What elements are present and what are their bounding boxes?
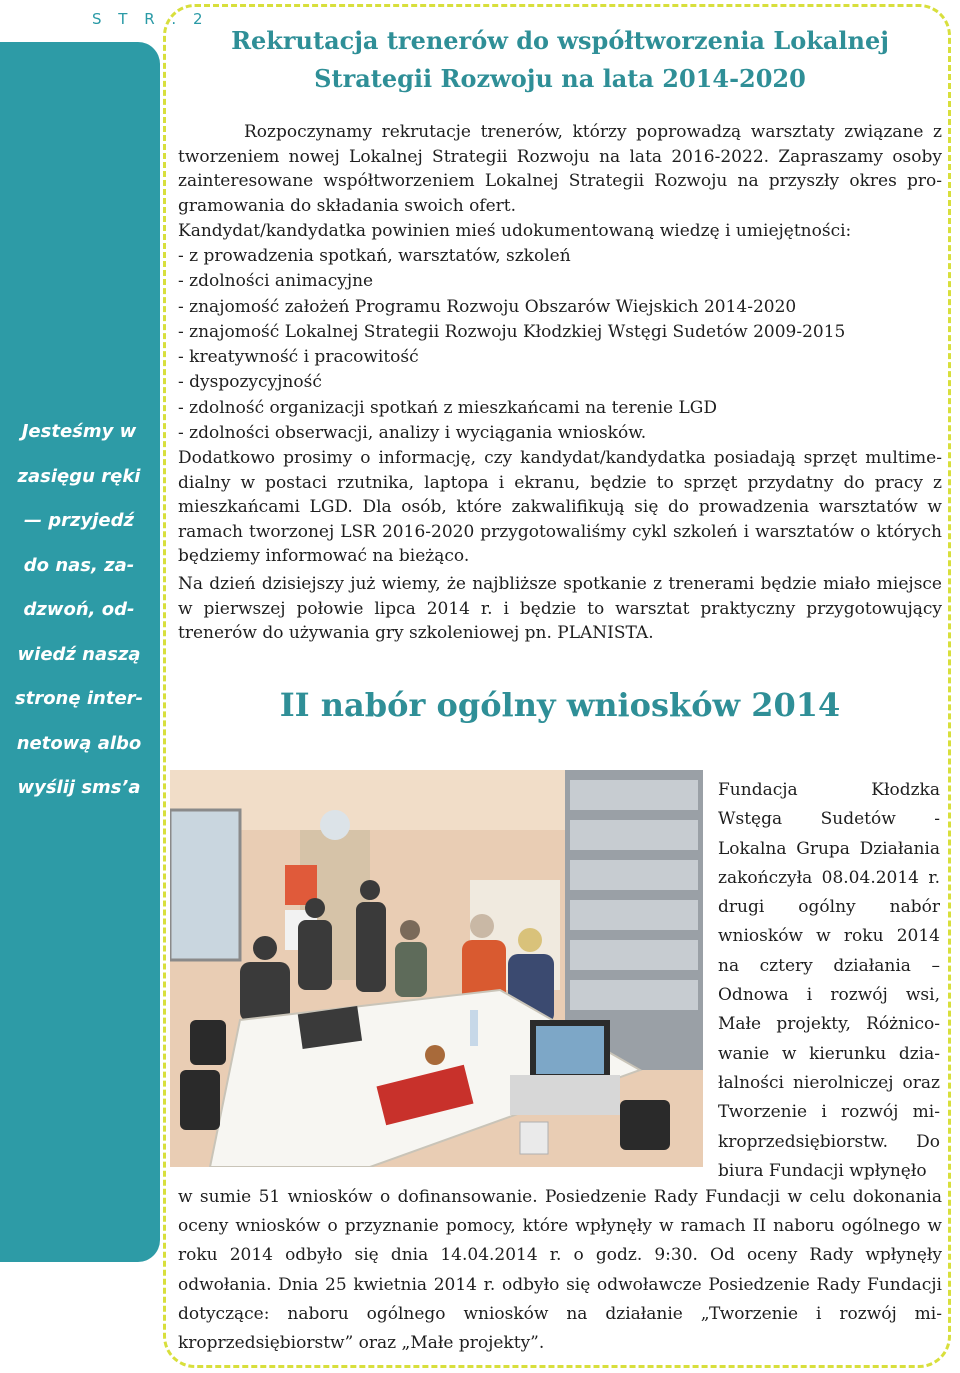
list-item: - zdolności obserwacji, analizy i wyciągania wniosków. xyxy=(178,423,647,444)
article-title-recruitment: Rekrutacja trenerów do współtworzenia Lokalnej Strategii Rozwoju na lata 2014-2020 xyxy=(231,26,889,93)
list-item: - kreatywność i pracowitość xyxy=(178,347,419,368)
requirements-intro: Kandydat/kandydatka powinien mieś udokumentowaną wiedzę i umiejętności: xyxy=(178,221,852,241)
recruitment-intro: Rozpoczynamy rekrutacje trenerów, którzy poprowadzą warsztaty związane z tworzeniem nowej Lokalnej Strategii Rozwoju na lata 2016-2022. Zapraszamy osoby zainteresowane współtworzeniem Lokalnej Strategii Rozwoju na przyszły okres programowania do składania swoich ofert. xyxy=(178,122,942,216)
sidebar-slogan: Jesteśmy w zasięgu ręki — przyjedź do nas, za- dzwoń, od- wiedź naszą stronę inter- netową albo wyślij sms’a xyxy=(15,421,143,798)
list-item: - zdolności animacyjne xyxy=(178,271,374,292)
article-title-applications: II nabór ogólny wniosków 2014 xyxy=(279,686,841,724)
list-item: - znajomość założeń Programu Rozwoju Obszarów Wiejskich 2014-2020 xyxy=(178,296,797,317)
page-number: S T R . 2 xyxy=(92,10,209,28)
list-item: - dyspozycyjność xyxy=(178,372,322,393)
equipment-paragraph: Dodatkowo prosimy o informację, czy kandydat/kandydatka posiadają sprzęt multimedialny w postaci rzutnika, laptopa i ekranu, będzie to sprzęt przydatny do pracy z mieszkańcami LGD. Dla osób, które zakwalifikują się do prowadzenia warsztatów w ramach tworzonej LSR 2016-2020 przygotowaliśmy cykl szkoleń i warsztatów o których będziemy informować na bieżąco. xyxy=(178,448,942,567)
meeting-photo xyxy=(170,770,703,1167)
sidebar-panel xyxy=(0,42,160,1262)
meeting-paragraph: Na dzień dzisiejszy już wiemy, że najbliższe spotkanie z trenerami będzie miało miejsce w pierwszej połowie lipca 2014 r. i będzie to warsztat praktyczny przygotowujący trenerów do używania gry szkoleniowej pn. PLANISTA. xyxy=(178,574,942,644)
list-item: - z prowadzenia spotkań, warsztatów, szkoleń xyxy=(178,246,571,266)
applications-continuation: w sumie 51 wniosków o dofinansowanie. Posiedzenie Rady Fundacji w celu dokonania oceny wniosków o przyznanie pomocy, które wpłynęły w ramach II naboru ogólnego w roku 2014 odbyło się dnia 14.04.2014 r. o godz. 9:30. Od oceny Rady wpłynęły odwołania. Dnia 25 kwietnia 2014 r. odbyło się odwoławcze Posiedzenie Rady Fundacji dotyczące: naboru ogólnego wniosków na działanie „Tworzenie i rozwój mikroprzedsiębiorstw” oraz „Małe projekty”. xyxy=(178,1187,942,1354)
applications-side-text: Fundacja Kłodzka Wstęga Sudetów - Lokalna Grupa Działania zakończyła 08.04.2014 r. drugi ogólny nabór wniosków w roku 2014 na cztery działania – Odnowa i rozwój wsi, Małe projekty, Różnicowanie w kierunku działalności nierolniczej oraz Tworzenie i rozwój mikroprzedsiębiorstw. Do biura Fundacji wpłynęło xyxy=(718,780,940,1181)
list-item: - zdolność organizacji spotkań z mieszkańcami na terenie LGD xyxy=(178,397,718,418)
requirements-list xyxy=(178,244,942,446)
list-item: - znajomość Lokalnej Strategii Rozwoju Kłodzkiej Wstęgi Sudetów 2009-2015 xyxy=(178,321,846,342)
